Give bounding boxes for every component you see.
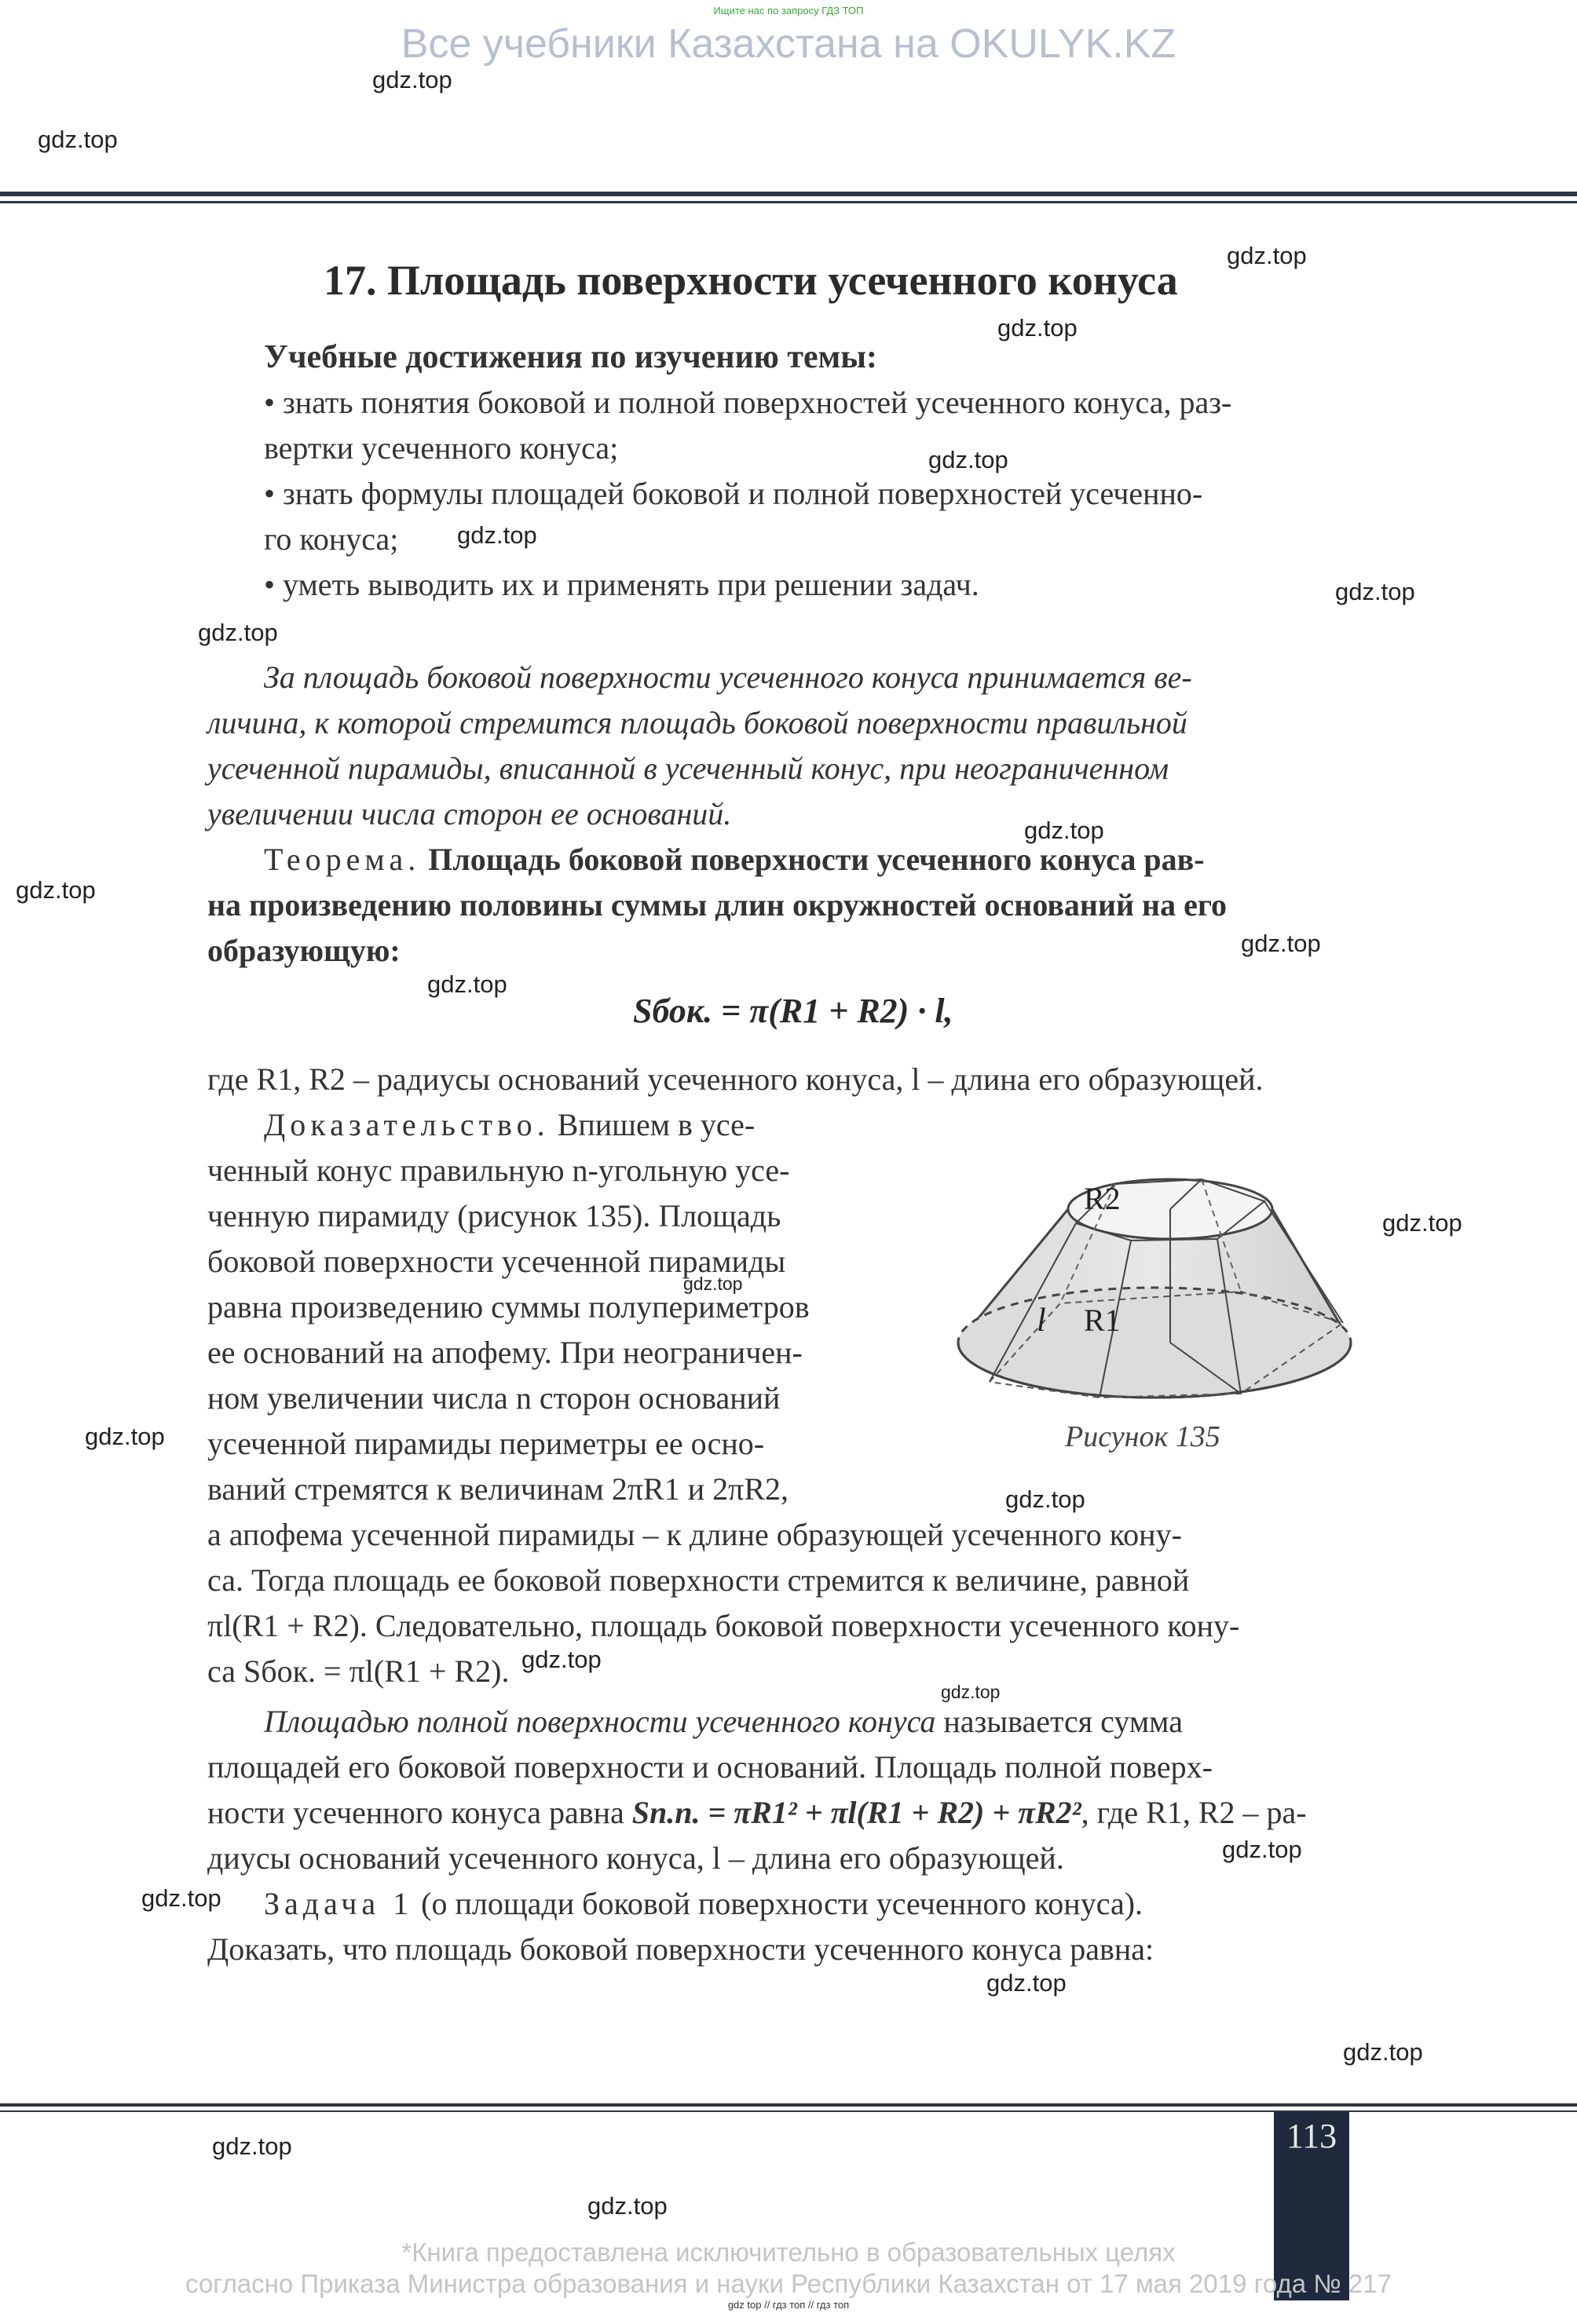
watermark: gdz.top — [521, 1646, 602, 1673]
proof-line: усеченной пирамиды периметры ее осно- — [207, 1426, 765, 1461]
full-surface-text: называется сумма — [935, 1704, 1183, 1739]
watermark: gdz.top — [141, 1884, 221, 1912]
full-surface-text: , где R1, R2 – ра- — [1081, 1795, 1307, 1830]
watermark: gdz.top — [1335, 578, 1415, 605]
watermark: gdz.top — [1005, 1485, 1085, 1513]
proof-line: ном увеличении числа n сторон оснований — [207, 1380, 781, 1416]
definition-line: личина, к которой стремится площадь боковой поверхности правильной — [207, 705, 1187, 740]
full-surface-line: диусы оснований усеченного конуса, l – длина его образующей. — [207, 1840, 1064, 1876]
site-tagline: Ищите нас по запросу ГДЗ ТОП — [713, 5, 864, 16]
watermark: gdz.top — [1241, 930, 1321, 957]
figure-caption: Рисунок 135 — [1065, 1420, 1220, 1453]
section-heading: 17. Площадь поверхности усеченного конуса — [324, 257, 1178, 304]
top-rule — [0, 192, 1577, 196]
watermark: gdz.top — [587, 2192, 668, 2220]
task-text: (о площади боковой поверхности усеченного конуса). — [421, 1886, 1143, 1921]
definition-line: усеченной пирамиды, вписанной в усеченный конус, при неограниченном — [207, 751, 1169, 786]
watermark: gdz.top — [212, 2132, 292, 2160]
full-surface-text: ности усеченного конуса равна — [207, 1795, 632, 1830]
proof-line: πl(R1 + R2). Следовательно, площадь боковой поверхности усеченного кону- — [207, 1608, 1240, 1643]
goals-line: • знать понятия боковой и полной поверхностей усеченного конуса, раз- — [264, 385, 1232, 420]
proof-line: а апофема усеченной пирамиды – к длине образующей усеченного кону- — [207, 1517, 1182, 1552]
lateral-area-formula: Sбок. = π(R1 + R2) · l, — [633, 992, 953, 1030]
watermark: gdz.top — [986, 1969, 1067, 1997]
watermark: gdz.top — [198, 619, 278, 646]
full-surface-formula: Sп.п. = πR1² + πl(R1 + R2) + πR2² — [631, 1795, 1081, 1830]
label-l: l — [1037, 1303, 1046, 1339]
full-surface-line: площадей его боковой поверхности и оснований. Площадь полной поверх- — [207, 1749, 1213, 1785]
bottom-rule — [0, 2103, 1577, 2107]
proof-line: са. Тогда площадь ее боковой поверхности стремится к величине, равной — [207, 1562, 1190, 1598]
full-surface-line — [207, 1790, 1307, 1836]
task-line — [264, 1881, 1143, 1927]
watermark: gdz.top — [372, 66, 452, 93]
frustum-figure — [942, 1154, 1367, 1413]
footer-links[interactable]: gdz top // гдз топ // гдз топ — [727, 2299, 850, 2311]
proof-line: са Sбок. = πl(R1 + R2). — [207, 1653, 510, 1689]
proof-line — [264, 1102, 755, 1148]
top-rule-thin — [0, 201, 1577, 203]
proof-label: Доказательство. — [264, 1107, 550, 1142]
watermark: gdz.top — [1382, 1209, 1462, 1237]
watermark: gdz.top — [16, 876, 96, 904]
watermark: gdz.top — [1222, 1836, 1302, 1863]
watermark: gdz.top — [457, 521, 537, 549]
watermark: gdz.top — [1343, 2038, 1423, 2066]
watermark: gdz.top — [1024, 817, 1104, 844]
goals-line: • знать формулы площадей боковой и полной поверхностей усеченно- — [264, 476, 1203, 511]
goals-line: вертки усеченного конуса; — [264, 430, 619, 466]
definition-line: увеличении числа сторон ее оснований. — [207, 796, 732, 831]
formula-explanation: где R1, R2 – радиусы оснований усеченного конуса, l – длина его образующей. — [207, 1062, 1264, 1097]
theorem-line: на произведению половины суммы длин окружностей оснований на его — [207, 887, 1228, 923]
proof-text: Впишем в усе- — [557, 1107, 756, 1142]
theorem-line: образующую: — [207, 933, 401, 968]
goals-line: го конуса; — [264, 521, 399, 557]
proof-line: ченный конус правильную n-угольную усе- — [207, 1153, 790, 1188]
proof-line: боковой поверхности усеченной пирамиды — [207, 1244, 786, 1279]
proof-line: ченную пирамиду (рисунок 135). Площадь — [207, 1198, 781, 1233]
watermark: gdz.top — [997, 314, 1078, 342]
label-r1: R1 — [1084, 1303, 1121, 1338]
task-line: Доказать, что площадь боковой поверхности усеченного конуса равна: — [207, 1931, 1154, 1967]
watermark: gdz.top — [941, 1682, 1001, 1702]
definition-line: За площадь боковой поверхности усеченного конуса принимается ве- — [264, 660, 1192, 695]
watermark: gdz.top — [38, 126, 118, 153]
watermark: gdz.top — [928, 446, 1008, 473]
proof-line: ее оснований на апофему. При неограничен- — [207, 1335, 803, 1370]
page-number: 113 — [1286, 2117, 1337, 2155]
footer-note: согласно Приказа Министра образования и науки Республики Казахстан от 17 мая 2019 года № 217 — [185, 2269, 1392, 2298]
watermark: gdz.top — [85, 1423, 165, 1450]
watermark: gdz.top — [1227, 242, 1307, 269]
goals-title: Учебные достижения по изучению темы: — [264, 339, 878, 375]
theorem-line — [264, 837, 1205, 882]
watermark: gdz.top — [427, 970, 507, 998]
footer-note: *Книга предоставлена исключительно в образовательных целях — [401, 2238, 1176, 2267]
proof-line: равна произведению суммы полупериметров — [207, 1289, 810, 1325]
theorem-label: Теорема. — [264, 842, 421, 877]
theorem-text: Площадь боковой поверхности усеченного конуса рав- — [428, 842, 1205, 877]
task-label: Задача 1 — [264, 1886, 414, 1921]
full-surface-line — [264, 1699, 1183, 1745]
proof-line: ваний стремятся к величинам 2πR1 и 2πR2, — [207, 1471, 788, 1507]
full-surface-term: Площадью полной поверхности усеченного конуса — [264, 1704, 936, 1739]
watermark: gdz.top — [683, 1273, 743, 1294]
site-banner[interactable]: Все учебники Казахстана на OKULYK.KZ — [401, 21, 1176, 67]
label-r2: R2 — [1084, 1181, 1121, 1216]
goals-line: • уметь выводить их и применять при решении задач. — [264, 567, 979, 602]
